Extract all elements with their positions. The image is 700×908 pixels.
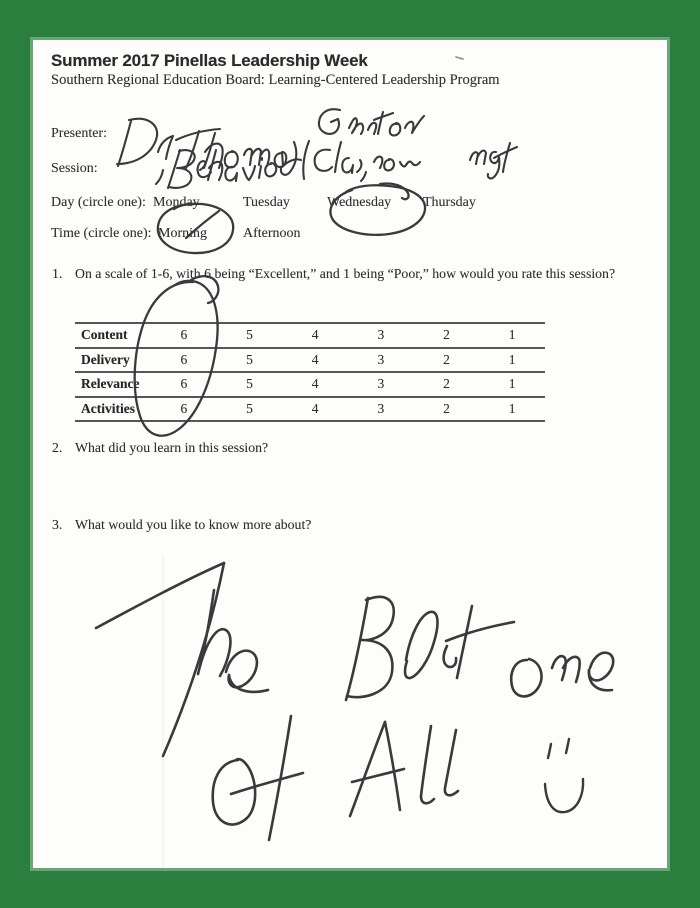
- day-label: Day (circle one):: [51, 195, 146, 210]
- rating-row-content: [75, 322, 545, 347]
- day-option-monday: Monday: [153, 195, 200, 210]
- rating-cell: 4: [311, 400, 319, 416]
- rating-row-label: Activities: [81, 400, 135, 416]
- question-1-text: On a scale of 1-6, with 6 being “Excellent,” and 1 being “Poor,” how would you rate this session?: [75, 266, 616, 281]
- rating-cell: 3: [377, 376, 385, 392]
- question-3-number: 3.: [52, 517, 63, 532]
- rating-cell: 6: [180, 400, 188, 416]
- question-2-text: What did you learn in this session?: [75, 440, 269, 455]
- rating-cell: 5: [246, 351, 253, 367]
- rating-cell: 1: [508, 400, 516, 416]
- question-2-number: 2.: [52, 440, 63, 455]
- rating-table: [75, 322, 545, 422]
- rating-cell: 1: [508, 351, 516, 367]
- rating-cell: 1: [508, 327, 516, 343]
- rating-row-label: Relevance: [81, 376, 140, 392]
- rating-cell: 6: [180, 351, 188, 367]
- day-option-wednesday: Wednesday: [327, 195, 392, 210]
- question-3-text: What would you like to know more about?: [75, 517, 312, 532]
- session-label: Session:: [51, 161, 98, 176]
- rating-cell: 1: [508, 376, 516, 392]
- day-row: [33, 195, 667, 213]
- rating-cell: 4: [311, 351, 319, 367]
- rating-row-label: Delivery: [81, 351, 130, 367]
- time-row: [33, 226, 667, 244]
- rating-cell: 5: [246, 327, 253, 343]
- rating-cell: 5: [246, 376, 253, 392]
- day-option-tuesday: Tuesday: [243, 195, 290, 210]
- rating-cell: 2: [443, 400, 450, 416]
- scanned-form-page: [33, 40, 667, 868]
- rating-cell: 3: [377, 351, 385, 367]
- rating-cell: 3: [377, 327, 385, 343]
- rating-cell: 2: [443, 376, 450, 392]
- rating-row-activities: [75, 396, 545, 421]
- rating-row-relevance: [75, 371, 545, 396]
- scan-artifact-line: [162, 555, 164, 908]
- rating-cell: 6: [180, 327, 188, 343]
- rating-cell: 2: [443, 327, 450, 343]
- time-label: Time (circle one):: [51, 226, 152, 241]
- form-title: Summer 2017 Pinellas Leadership Week: [51, 51, 368, 70]
- presenter-label: Presenter:: [51, 126, 107, 141]
- rating-row-label: Content: [81, 327, 128, 343]
- question-1-number: 1.: [52, 266, 63, 281]
- rating-cell: 5: [246, 400, 253, 416]
- rating-cell: 4: [311, 327, 319, 343]
- rating-row-delivery: [75, 347, 545, 372]
- rating-cell: 2: [443, 351, 450, 367]
- time-option-morning: Morning: [158, 226, 207, 241]
- rating-cell: 4: [311, 376, 319, 392]
- form-subtitle: Southern Regional Education Board: Learning-Centered Leadership Program: [51, 72, 500, 88]
- rating-cell: 3: [377, 400, 385, 416]
- time-option-afternoon: Afternoon: [243, 226, 301, 241]
- day-option-thursday: Thursday: [423, 195, 476, 210]
- rating-cell: 6: [180, 376, 188, 392]
